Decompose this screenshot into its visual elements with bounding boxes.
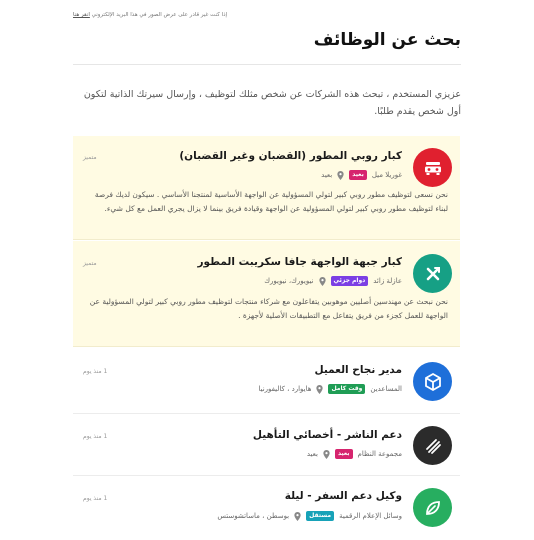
company-name: غوريلا ميل <box>371 171 402 179</box>
job-listing[interactable] <box>73 348 460 414</box>
job-description: نحن نسعى لتوظيف مطور روبي كبير لتولي المسؤولية عن الواجهة الأساسية لمنتجنا الأساسي . سيكون لديك فرصة لبناء لتوظيف مطور روبي كبير لتولي المسؤولية عن الواجهة وقيادة فريق بينما لا يزال يجري العمل مع كل شيء. <box>94 190 448 213</box>
company-name: عازلة زائد <box>373 277 402 285</box>
job-listing[interactable] <box>73 415 460 476</box>
job-title[interactable]: كبار روبي المطور (القضبان وغير القضبان) <box>179 150 402 162</box>
job-type-badge: مستقل <box>306 511 334 521</box>
job-meta <box>217 510 402 522</box>
posted-date: 1 منذ يوم <box>83 368 108 375</box>
location-pin-icon <box>316 385 323 394</box>
job-type-badge: وقت كامل <box>328 384 365 394</box>
title-divider <box>73 64 461 65</box>
job-listing[interactable] <box>73 136 460 240</box>
image-notice <box>73 12 463 18</box>
job-type-badge: بعيد <box>349 170 367 180</box>
page-title: بحث عن الوظائف <box>313 30 461 50</box>
car-icon <box>413 148 452 187</box>
location-pin-icon <box>337 171 344 180</box>
location-pin-icon <box>323 450 330 459</box>
job-title[interactable]: كبار جبهة الواجهة جافا سكريبت المطور <box>197 256 402 268</box>
location-pin-icon <box>294 512 301 521</box>
leaf-icon <box>413 488 452 527</box>
job-location: بعيد <box>306 450 318 458</box>
job-meta <box>264 275 402 287</box>
intro-text: عزيزي المستخدم ، تبحث هذه الشركات عن شخص مثلك لتوظيف ، وإرسال سيرتك الذاتية لتكون أول شخص يقدم طلبًا. <box>83 89 461 117</box>
job-listing[interactable] <box>73 241 460 347</box>
cross-arrows-icon <box>413 254 452 293</box>
job-meta <box>321 169 402 181</box>
job-title[interactable]: دعم الناشر - أخصائي التأهيل <box>252 429 402 441</box>
job-location: نيويورك، نيويورك <box>264 277 314 285</box>
box-icon <box>413 362 452 401</box>
company-name: وسائل الإعلام الرقمية <box>339 512 402 520</box>
job-description: نحن نبحث عن مهندسين أصليين موهوبين يتفاعلون مع شركاء منتجات لتوظيف مطور روبي كبير لتولي المسؤولية عن الواجهة للعمل كجزء من فريق يتفاعل مع التطبيقات الأصلية لأجهزة . <box>89 297 448 320</box>
job-meta <box>258 383 402 395</box>
stripes-icon <box>413 426 452 465</box>
job-location: هايوارد ، كاليفورنيا <box>258 385 312 393</box>
job-type-badge: دوام جزئي <box>331 276 369 286</box>
job-meta <box>307 448 402 460</box>
company-name: مجموعة النظام <box>357 450 402 458</box>
posted-date: 1 منذ يوم <box>83 433 108 440</box>
job-location: بعيد <box>321 171 333 179</box>
job-listing[interactable] <box>73 477 460 537</box>
featured-tag: متميز <box>83 154 97 161</box>
job-type-badge: بعيد <box>335 449 353 459</box>
company-name: المساعدين <box>370 385 402 393</box>
image-notice-text: إذا كنت غير قادر على عرض الصور في هذا البريد الإلكتروني <box>91 12 228 18</box>
job-title[interactable]: وكيل دعم السفر - ليلة <box>284 490 402 502</box>
posted-date: 1 منذ يوم <box>83 495 108 502</box>
job-title[interactable]: مدير نجاح العميل <box>314 364 402 376</box>
job-location: بوسطن ، ماساتشوستس <box>217 512 290 520</box>
location-pin-icon <box>319 277 326 286</box>
click-here-link[interactable]: انقر هنا <box>73 12 90 18</box>
featured-tag: متميز <box>83 260 97 267</box>
